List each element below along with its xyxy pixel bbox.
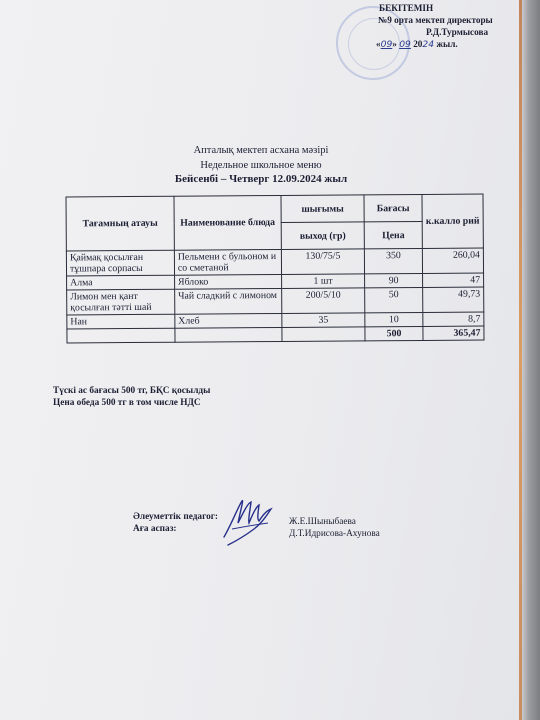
header-name-kz: Тағамның атауы <box>66 196 174 251</box>
price-note-kz: Түскі ас бағасы 500 тг, БҚС қосылды <box>53 386 211 396</box>
approval-date <box>376 38 493 51</box>
date-quote-open: « <box>376 39 381 49</box>
date-quote-close: » <box>392 39 397 49</box>
cell-price: 350 <box>364 248 422 273</box>
cell-price: 90 <box>365 273 423 287</box>
cell-price: 50 <box>365 287 423 312</box>
cell-output: 1 шт <box>282 274 365 289</box>
price-note-ru: Цена обеда 500 тг в том числе НДС <box>53 398 201 408</box>
header-output-kz: шығымы <box>281 195 364 223</box>
date-year-prefix: 20 <box>413 39 423 49</box>
signature-name-1: Ж.Е.Шыныбаева <box>289 517 356 527</box>
date-month: 09 <box>399 39 411 50</box>
cell-name-kz: Алма <box>67 275 175 290</box>
signature-role-social-pedagogue: Әлеуметтік педагог: <box>133 512 219 522</box>
cell-kcal: 260,04 <box>422 248 483 273</box>
cell-kcal: 47 <box>423 273 484 287</box>
cell-total-blank <box>175 327 282 342</box>
date-tail: жыл. <box>436 39 458 49</box>
header-price-ru: Цена <box>364 221 422 248</box>
cell-name-ru: Чай сладкий с лимоном <box>175 288 282 314</box>
cell-name-kz: Лимон мен қант қосылған тәтті шай <box>67 289 175 315</box>
menu-heading-kz: Апталық мектеп асхана мәзірі <box>193 145 329 156</box>
approval-signer: Р.Д.Турмысова <box>426 27 489 37</box>
date-day: 09 <box>380 39 393 50</box>
handwritten-signature <box>218 493 278 549</box>
cell-name-kz: Қаймақ қосылған тұшпара сорпасы <box>66 250 174 276</box>
table-row <box>67 287 484 315</box>
cell-name-ru: Хлеб <box>175 313 282 328</box>
cell-total-kcal: 365,47 <box>423 326 484 340</box>
cell-output: 200/5/10 <box>282 288 365 314</box>
cell-kcal: 8,7 <box>423 312 484 326</box>
signature-name-2: Д.Т.Идрисова-Ахунова <box>289 529 380 539</box>
cell-name-kz: Нан <box>67 314 175 329</box>
cell-output: 35 <box>282 313 365 328</box>
signature-role-head-cook: Аға аспаз: <box>133 524 177 534</box>
date-year-suffix: 24 <box>422 39 435 50</box>
menu-heading-day: Бейсенбі – Четверг 12.09.2024 жыл <box>174 173 348 185</box>
table-header-row <box>66 194 483 224</box>
menu-heading-ru: Недельное школьное меню <box>200 160 322 171</box>
approval-block <box>376 2 493 51</box>
table-total-row <box>67 326 484 343</box>
cell-name-ru: Пельмени с бульоном и со сметаной <box>174 249 281 275</box>
table-row <box>66 248 483 276</box>
header-kcal: к.калло рий <box>422 194 483 248</box>
cell-total-blank <box>282 327 365 342</box>
cell-total-price: 500 <box>365 326 423 340</box>
header-price-kz: Бағасы <box>364 194 422 221</box>
background-edge <box>522 0 540 720</box>
approval-title: БЕКІТЕМІН <box>379 3 434 13</box>
header-name-ru: Наименование блюда <box>174 195 281 250</box>
cell-kcal: 49,73 <box>423 287 484 312</box>
approval-director-line: №9 орта мектеп директоры <box>378 15 493 25</box>
menu-table <box>65 194 484 344</box>
cell-output: 130/75/5 <box>281 249 364 275</box>
cell-name-ru: Яблоко <box>174 274 281 289</box>
cell-total-blank <box>67 328 175 343</box>
cell-price: 10 <box>365 312 423 326</box>
header-output-ru: выход (гр) <box>281 222 364 250</box>
